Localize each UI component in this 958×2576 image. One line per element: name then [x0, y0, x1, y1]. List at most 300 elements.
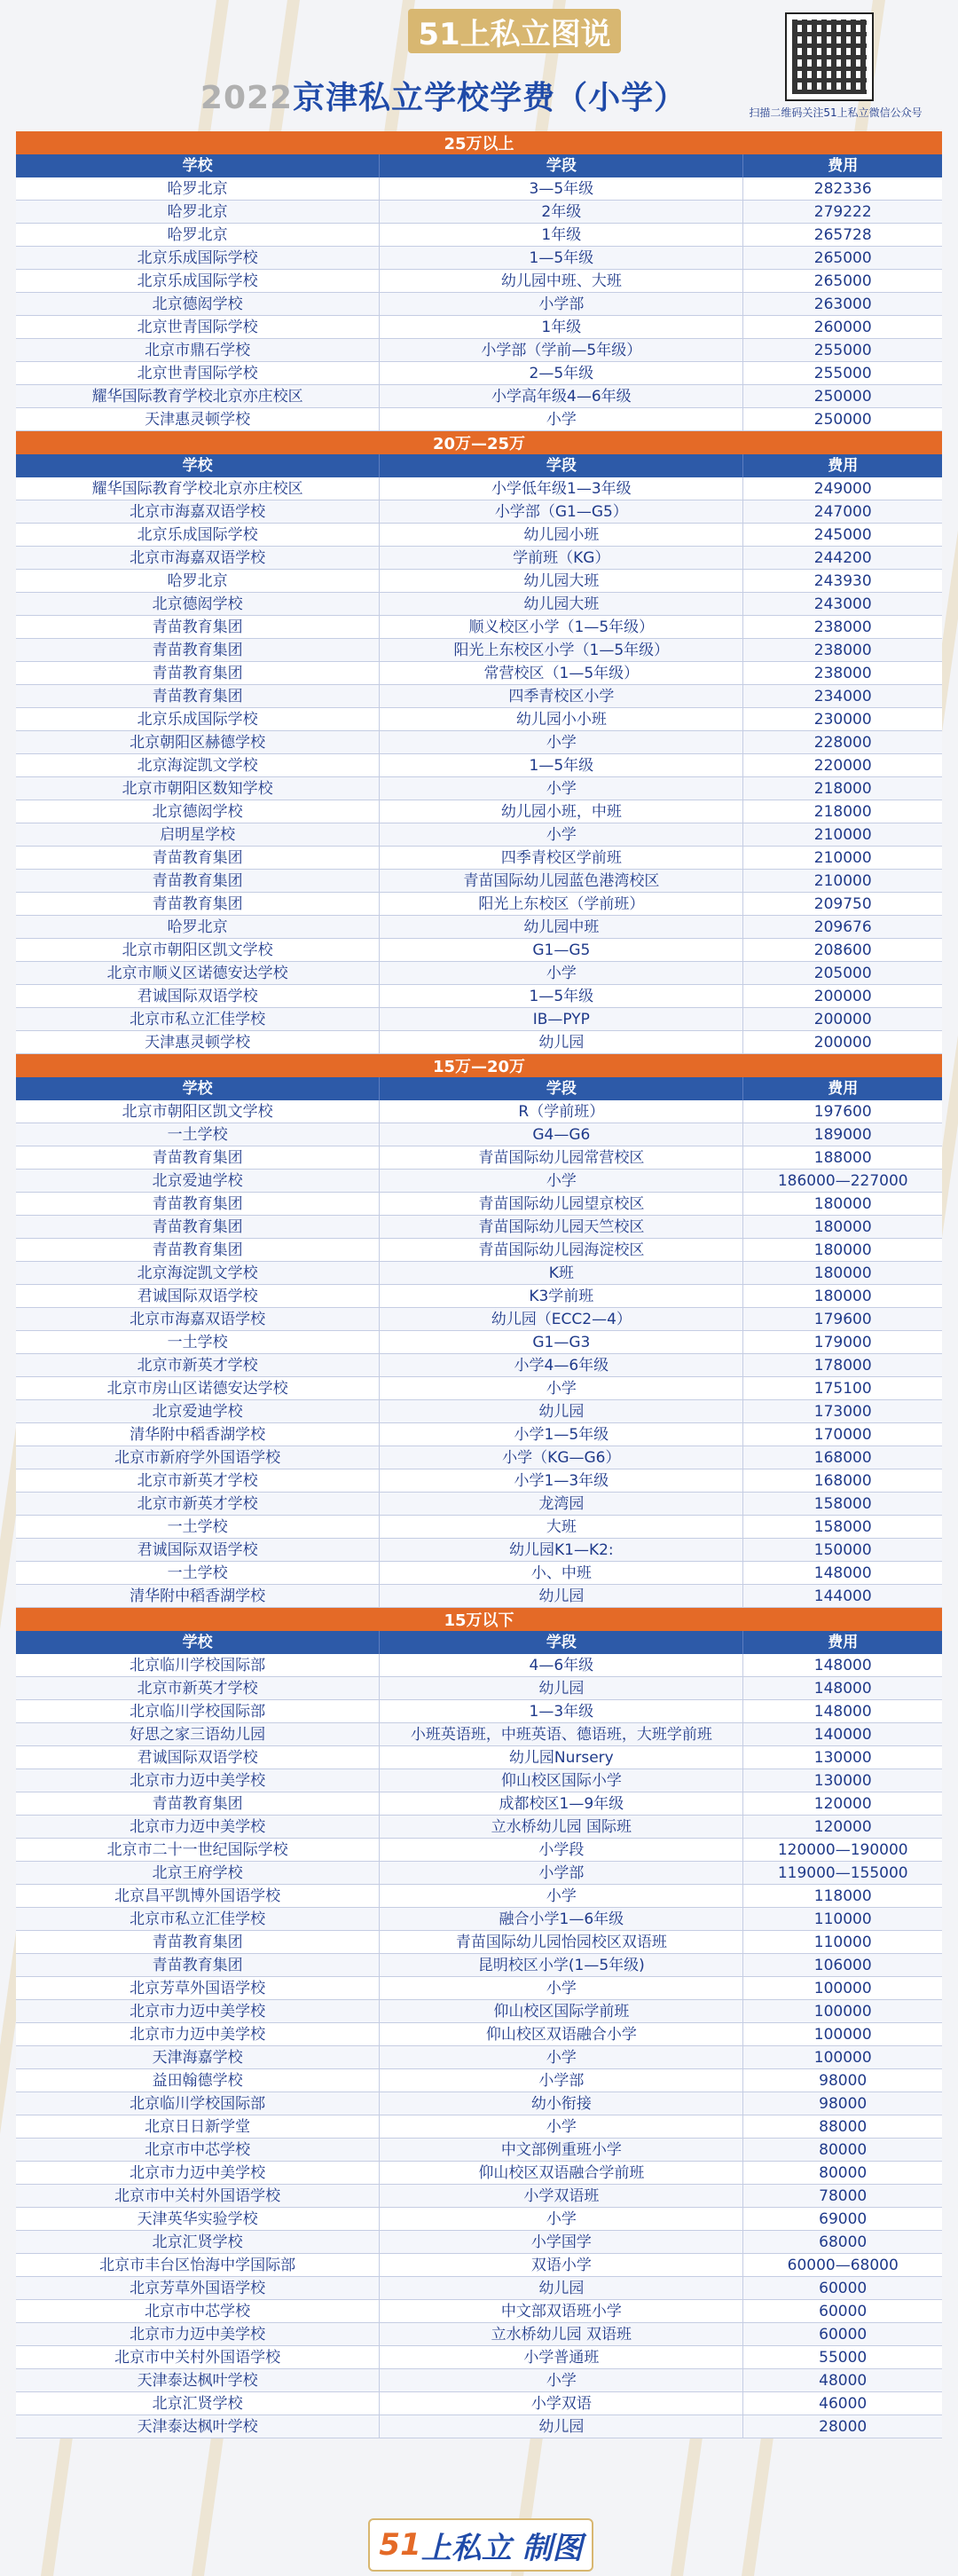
fee-cell: 265728: [813, 226, 872, 244]
stage-cell: 2年级: [380, 201, 743, 223]
stage-cell: 仰山校区双语融合学前班: [380, 2162, 743, 2184]
school-cell: 北京市力迈中美学校: [16, 1769, 380, 1792]
stage-cell: 小学: [380, 2208, 743, 2230]
fee-cell: 250000: [813, 388, 872, 406]
school-cell: 北京市朝阳区数知学校: [16, 777, 380, 800]
fee-cell: 100000: [813, 2049, 872, 2067]
table-row: [16, 1031, 942, 1054]
section-header: 15万—20万: [16, 1054, 942, 1077]
column-header-school: 学校: [16, 1077, 380, 1100]
school-cell: 耀华国际教育学校北京亦庄校区: [16, 385, 380, 407]
stage-cell: 四季青校区小学: [380, 685, 743, 707]
table-row: [16, 570, 942, 593]
school-cell: 一土学校: [16, 1562, 380, 1584]
table-row: [16, 1146, 942, 1170]
fee-cell: 110000: [813, 1910, 872, 1928]
table-row: [16, 1931, 942, 1954]
school-cell: 北京日日新学堂: [16, 2115, 380, 2138]
school-cell: 北京爱迪学校: [16, 1400, 380, 1422]
school-cell: 青苗教育集团: [16, 870, 380, 892]
fee-cell: 150000: [813, 1541, 872, 1559]
school-cell: 北京市新英才学校: [16, 1677, 380, 1699]
stage-cell: G4—G6: [380, 1123, 743, 1146]
fee-cell: 110000: [813, 1934, 872, 1951]
table-row: [16, 1446, 942, 1469]
table-row: [16, 1239, 942, 1262]
table-row: [16, 2115, 942, 2139]
stage-cell: 幼儿园小班，中班: [380, 800, 743, 823]
fee-cell: 243000: [813, 595, 872, 613]
section-rows: [16, 1100, 942, 1608]
table-row: [16, 2000, 942, 2023]
fee-cell: 60000: [819, 2326, 868, 2344]
fee-cell: 238000: [813, 618, 872, 636]
stage-cell: 阳光上东校区（学前班）: [380, 893, 743, 915]
school-cell: 青苗教育集团: [16, 1954, 380, 1976]
fee-cell: 55000: [819, 2349, 868, 2367]
school-cell: 青苗教育集团: [16, 685, 380, 707]
fee-cell: 210000: [813, 849, 872, 867]
table-row: [16, 1377, 942, 1400]
table-row: [16, 224, 942, 247]
fee-cell: 168000: [813, 1472, 872, 1490]
school-cell: 北京海淀凯文学校: [16, 1262, 380, 1284]
school-cell: 哈罗北京: [16, 201, 380, 223]
stage-cell: 小学4—6年级: [380, 1354, 743, 1376]
stage-cell: 小学1—3年级: [380, 1469, 743, 1492]
stage-cell: 幼儿园中班、大班: [380, 270, 743, 292]
school-cell: 北京市中关村外国语学校: [16, 2185, 380, 2207]
table-row: [16, 1862, 942, 1885]
table-row: [16, 293, 942, 316]
fee-cell: 200000: [813, 988, 872, 1005]
section-rows: [16, 1654, 942, 2438]
fee-cell: 144000: [813, 1587, 872, 1605]
fee-cell: 179600: [813, 1311, 872, 1328]
table-row: [16, 316, 942, 339]
section-header: 20万—25万: [16, 431, 942, 454]
table-row: [16, 524, 942, 547]
stage-cell: 小学国学: [380, 2231, 743, 2253]
stage-cell: 小学部（G1—G5）: [380, 500, 743, 523]
fee-cell: 250000: [813, 411, 872, 429]
table-row: [16, 777, 942, 800]
fee-cell: 218000: [813, 780, 872, 798]
fee-cell: 238000: [813, 665, 872, 682]
header-badge: 51上私立图说: [408, 9, 621, 53]
stage-cell: G1—G5: [380, 939, 743, 961]
column-header-row: [16, 1631, 942, 1654]
table-row: [16, 1400, 942, 1423]
fee-cell: 68000: [819, 2233, 868, 2251]
table-row: [16, 1262, 942, 1285]
column-header-stage: 学段: [380, 154, 743, 177]
stage-cell: 1—3年级: [380, 1700, 743, 1722]
stage-cell: 1年级: [380, 316, 743, 338]
table-row: [16, 2162, 942, 2185]
fee-cell: 130000: [813, 1772, 872, 1790]
fee-cell: 244200: [813, 549, 872, 567]
column-header-stage: 学段: [380, 454, 743, 477]
table-row: [16, 1216, 942, 1239]
fee-table: [16, 131, 942, 2508]
fee-cell: 60000: [819, 2280, 868, 2297]
table-row: [16, 1677, 942, 1700]
school-cell: 北京市中芯学校: [16, 2139, 380, 2161]
stage-cell: 小学部（学前—5年级）: [380, 339, 743, 361]
fee-cell: 78000: [819, 2187, 868, 2205]
school-cell: 北京德闳学校: [16, 293, 380, 315]
table-row: [16, 2346, 942, 2369]
school-cell: 北京芳草外国语学校: [16, 1977, 380, 1999]
stage-cell: 小学: [380, 962, 743, 984]
school-cell: 北京临川学校国际部: [16, 2092, 380, 2115]
fee-cell: 80000: [819, 2164, 868, 2182]
column-header-school: 学校: [16, 454, 380, 477]
fee-cell: 249000: [813, 480, 872, 498]
school-cell: 君诚国际双语学校: [16, 1285, 380, 1307]
school-cell: 北京市新英才学校: [16, 1354, 380, 1376]
stage-cell: 1—5年级: [380, 754, 743, 776]
fee-cell: 173000: [813, 1403, 872, 1421]
fee-cell: 209750: [813, 895, 872, 913]
table-row: [16, 962, 942, 985]
stage-cell: 幼儿园: [380, 1677, 743, 1699]
school-cell: 北京乐成国际学校: [16, 270, 380, 292]
school-cell: 北京乐成国际学校: [16, 524, 380, 546]
table-row: [16, 1516, 942, 1539]
stage-cell: 幼儿园: [380, 1585, 743, 1607]
school-cell: 君诚国际双语学校: [16, 985, 380, 1007]
school-cell: 益田翰德学校: [16, 2069, 380, 2092]
fee-cell: 247000: [813, 503, 872, 521]
school-cell: 北京市力迈中美学校: [16, 2023, 380, 2045]
stage-cell: 小、中班: [380, 1562, 743, 1584]
fee-cell: 255000: [813, 342, 872, 359]
stage-cell: 青苗国际幼儿园天竺校区: [380, 1216, 743, 1238]
fee-cell: 120000: [813, 1795, 872, 1813]
stage-cell: 幼儿园: [380, 2415, 743, 2438]
stage-cell: IB—PYP: [380, 1008, 743, 1030]
table-row: [16, 2231, 942, 2254]
fee-cell: 60000: [819, 2303, 868, 2320]
stage-cell: 小学双语班: [380, 2185, 743, 2207]
fee-cell: 130000: [813, 1749, 872, 1767]
stage-cell: 小学普通班: [380, 2346, 743, 2368]
fee-cell: 263000: [813, 295, 872, 313]
footer-badge-num: 51: [379, 2527, 421, 2563]
fee-cell: 188000: [813, 1149, 872, 1167]
stage-cell: 青苗国际幼儿园蓝色港湾校区: [380, 870, 743, 892]
school-cell: 北京市海嘉双语学校: [16, 547, 380, 569]
school-cell: 北京世青国际学校: [16, 362, 380, 384]
fee-cell: 186000—227000: [777, 1172, 908, 1190]
fee-cell: 120000: [813, 1818, 872, 1836]
stage-cell: K3学前班: [380, 1285, 743, 1307]
table-row: [16, 1423, 942, 1446]
school-cell: 北京市鼎石学校: [16, 339, 380, 361]
fee-cell: 140000: [813, 1726, 872, 1744]
stage-cell: 幼儿园Nursery: [380, 1746, 743, 1769]
school-cell: 天津惠灵顿学校: [16, 1031, 380, 1053]
school-cell: 北京昌平凯博外国语学校: [16, 1885, 380, 1907]
stage-cell: 幼儿园: [380, 1031, 743, 1053]
stage-cell: G1—G3: [380, 1331, 743, 1353]
school-cell: 一土学校: [16, 1516, 380, 1538]
fee-cell: 100000: [813, 1980, 872, 1997]
stage-cell: 中文部双语班小学: [380, 2300, 743, 2322]
school-cell: 北京市力迈中美学校: [16, 2323, 380, 2345]
stage-cell: R（学前班）: [380, 1100, 743, 1123]
stage-cell: 成都校区1—9年级: [380, 1792, 743, 1815]
stage-cell: 青苗国际幼儿园常营校区: [380, 1146, 743, 1169]
fee-cell: 48000: [819, 2372, 868, 2390]
table-row: [16, 2069, 942, 2092]
school-cell: 北京芳草外国语学校: [16, 2277, 380, 2299]
fee-cell: 234000: [813, 688, 872, 705]
qr-caption: 扫描二维码关注51上私立微信公众号: [749, 106, 923, 119]
fee-cell: 243930: [813, 572, 872, 590]
stage-cell: 幼儿园大班: [380, 593, 743, 615]
school-cell: 北京市新英才学校: [16, 1493, 380, 1515]
school-cell: 青苗教育集团: [16, 1931, 380, 1953]
fee-cell: 210000: [813, 872, 872, 890]
stage-cell: 小学段: [380, 1839, 743, 1861]
school-cell: 北京乐成国际学校: [16, 708, 380, 730]
fee-cell: 218000: [813, 803, 872, 821]
school-cell: 天津泰达枫叶学校: [16, 2415, 380, 2438]
stage-cell: K班: [380, 1262, 743, 1284]
stage-cell: 2—5年级: [380, 362, 743, 384]
school-cell: 北京临川学校国际部: [16, 1654, 380, 1676]
table-row: [16, 939, 942, 962]
school-cell: 青苗教育集团: [16, 1146, 380, 1169]
school-cell: 北京市中芯学校: [16, 2300, 380, 2322]
school-cell: 北京市力迈中美学校: [16, 2000, 380, 2022]
stage-cell: 小学: [380, 2115, 743, 2138]
stage-cell: 小学: [380, 823, 743, 846]
stage-cell: 小学: [380, 2369, 743, 2391]
school-cell: 北京市力迈中美学校: [16, 1816, 380, 1838]
fee-cell: 170000: [813, 1426, 872, 1444]
table-row: [16, 1908, 942, 1931]
school-cell: 北京世青国际学校: [16, 316, 380, 338]
table-row: [16, 1746, 942, 1769]
stage-cell: 大班: [380, 1516, 743, 1538]
table-row: [16, 1008, 942, 1031]
table-row: [16, 1123, 942, 1146]
stage-cell: 3—5年级: [380, 177, 743, 200]
fee-cell: 98000: [819, 2072, 868, 2090]
table-row: [16, 2277, 942, 2300]
table-row: [16, 639, 942, 662]
school-cell: 耀华国际教育学校北京亦庄校区: [16, 477, 380, 500]
stage-cell: 小学1—5年级: [380, 1423, 743, 1446]
column-header-fee: 费用: [828, 157, 859, 175]
stage-cell: 幼小衔接: [380, 2092, 743, 2115]
stage-cell: 1—5年级: [380, 247, 743, 269]
fee-cell: 148000: [813, 1564, 872, 1582]
stage-cell: 4—6年级: [380, 1654, 743, 1676]
table-row: [16, 477, 942, 500]
fee-cell: 220000: [813, 757, 872, 775]
table-row: [16, 893, 942, 916]
fee-cell: 148000: [813, 1703, 872, 1721]
section-rows: [16, 177, 942, 431]
fee-cell: 179000: [813, 1334, 872, 1351]
fee-cell: 228000: [813, 734, 872, 752]
school-cell: 哈罗北京: [16, 916, 380, 938]
school-cell: 一土学校: [16, 1331, 380, 1353]
school-cell: 青苗教育集团: [16, 1216, 380, 1238]
fee-cell: 158000: [813, 1495, 872, 1513]
fee-cell: 205000: [813, 965, 872, 982]
school-cell: 北京市海嘉双语学校: [16, 1308, 380, 1330]
fee-cell: 88000: [819, 2118, 868, 2136]
table-row: [16, 731, 942, 754]
table-row: [16, 1331, 942, 1354]
column-header-fee: 费用: [828, 457, 859, 475]
stage-cell: 幼儿园: [380, 2277, 743, 2299]
school-cell: 清华附中稻香湖学校: [16, 1423, 380, 1446]
stage-cell: 青苗国际幼儿园望京校区: [380, 1193, 743, 1215]
school-cell: 北京市二十一世纪国际学校: [16, 1839, 380, 1861]
stage-cell: 小学: [380, 1885, 743, 1907]
school-cell: 青苗教育集团: [16, 639, 380, 661]
table-row: [16, 1792, 942, 1816]
school-cell: 青苗教育集团: [16, 662, 380, 684]
school-cell: 青苗教育集团: [16, 1239, 380, 1261]
stage-cell: 小班英语班，中班英语、德语班，大班学前班: [380, 1723, 743, 1745]
fee-cell: 180000: [813, 1195, 872, 1213]
stage-cell: 小学: [380, 408, 743, 430]
table-row: [16, 1700, 942, 1723]
table-row: [16, 2392, 942, 2415]
school-cell: 北京市新英才学校: [16, 1469, 380, 1492]
table-row: [16, 985, 942, 1008]
fee-cell: 180000: [813, 1288, 872, 1305]
table-row: [16, 1585, 942, 1608]
table-row: [16, 1308, 942, 1331]
school-cell: 北京市顺义区诺德安达学校: [16, 962, 380, 984]
stage-cell: 小学: [380, 731, 743, 753]
stage-cell: 融合小学1—6年级: [380, 1908, 743, 1930]
stage-cell: 青苗国际幼儿园怡园校区双语班: [380, 1931, 743, 1953]
fee-cell: 106000: [813, 1957, 872, 1974]
column-header-stage: 学段: [380, 1077, 743, 1100]
table-row: [16, 685, 942, 708]
school-cell: 北京市丰台区怡海中学国际部: [16, 2254, 380, 2276]
table-row: [16, 2300, 942, 2323]
fee-cell: 255000: [813, 365, 872, 382]
fee-cell: 209676: [813, 918, 872, 936]
table-row: [16, 847, 942, 870]
stage-cell: 幼儿园小小班: [380, 708, 743, 730]
table-row: [16, 2092, 942, 2115]
title-main: 京津私立学校学费（小学）: [293, 80, 687, 116]
fee-cell: 148000: [813, 1680, 872, 1698]
table-row: [16, 662, 942, 685]
stage-cell: 阳光上东校区小学（1—5年级）: [380, 639, 743, 661]
table-row: [16, 1723, 942, 1746]
stage-cell: 小学: [380, 2046, 743, 2068]
fee-cell: 200000: [813, 1011, 872, 1028]
table-row: [16, 1977, 942, 2000]
table-row: [16, 1539, 942, 1562]
fee-cell: 189000: [813, 1126, 872, 1144]
school-cell: 北京市海嘉双语学校: [16, 500, 380, 523]
school-cell: 北京市朝阳区凯文学校: [16, 1100, 380, 1123]
table-row: [16, 547, 942, 570]
table-row: [16, 2369, 942, 2392]
table-row: [16, 1193, 942, 1216]
table-row: [16, 1354, 942, 1377]
stage-cell: 小学: [380, 1977, 743, 1999]
school-cell: 君诚国际双语学校: [16, 1746, 380, 1769]
stage-cell: 四季青校区学前班: [380, 847, 743, 869]
school-cell: 北京德闳学校: [16, 800, 380, 823]
school-cell: 哈罗北京: [16, 177, 380, 200]
table-row: [16, 708, 942, 731]
table-row: [16, 1100, 942, 1123]
table-row: [16, 500, 942, 524]
table-row: [16, 362, 942, 385]
fee-cell: 180000: [813, 1218, 872, 1236]
stage-cell: 昆明校区小学(1—5年级): [380, 1954, 743, 1976]
table-row: [16, 1816, 942, 1839]
fee-cell: 168000: [813, 1449, 872, 1467]
fee-cell: 210000: [813, 826, 872, 844]
table-row: [16, 270, 942, 293]
fee-cell: 69000: [819, 2210, 868, 2228]
fee-cell: 178000: [813, 1357, 872, 1375]
stage-cell: 幼儿园K1—K2:: [380, 1539, 743, 1561]
stage-cell: 幼儿园大班: [380, 570, 743, 592]
stage-cell: 立水桥幼儿园 国际班: [380, 1816, 743, 1838]
fee-cell: 238000: [813, 642, 872, 659]
stage-cell: 双语小学: [380, 2254, 743, 2276]
stage-cell: 小学部: [380, 293, 743, 315]
school-cell: 北京市力迈中美学校: [16, 2162, 380, 2184]
school-cell: 北京汇贤学校: [16, 2231, 380, 2253]
stage-cell: 小学部: [380, 1862, 743, 1884]
table-row: [16, 1885, 942, 1908]
fee-cell: 100000: [813, 2026, 872, 2044]
fee-cell: 119000—155000: [777, 1864, 908, 1882]
table-row: [16, 2023, 942, 2046]
stage-cell: 仰山校区双语融合小学: [380, 2023, 743, 2045]
fee-cell: 120000—190000: [777, 1841, 908, 1859]
table-row: [16, 870, 942, 893]
table-row: [16, 916, 942, 939]
table-row: [16, 2046, 942, 2069]
school-cell: 天津惠灵顿学校: [16, 408, 380, 430]
fee-cell: 180000: [813, 1264, 872, 1282]
table-row: [16, 247, 942, 270]
school-cell: 青苗教育集团: [16, 893, 380, 915]
stage-cell: 幼儿园小班: [380, 524, 743, 546]
school-cell: 北京汇贤学校: [16, 2392, 380, 2415]
stage-cell: 幼儿园（ECC2—4）: [380, 1308, 743, 1330]
table-row: [16, 2208, 942, 2231]
fee-cell: 197600: [813, 1103, 872, 1121]
fee-cell: 208600: [813, 941, 872, 959]
fee-cell: 230000: [813, 711, 872, 729]
stage-cell: 青苗国际幼儿园海淀校区: [380, 1239, 743, 1261]
school-cell: 北京朝阳区赫德学校: [16, 731, 380, 753]
stage-cell: 学前班（KG）: [380, 547, 743, 569]
school-cell: 北京海淀凯文学校: [16, 754, 380, 776]
